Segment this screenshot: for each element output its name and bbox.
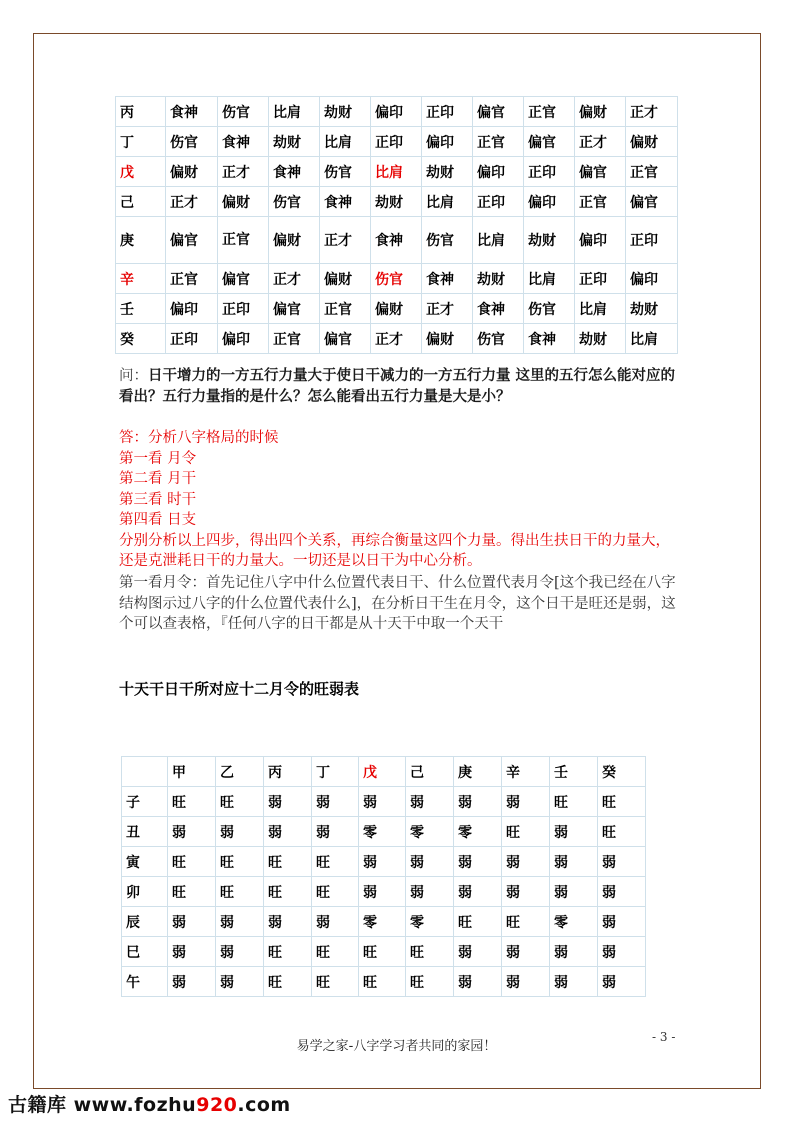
- table-cell: 偏印: [371, 97, 422, 127]
- table-cell: 旺: [406, 967, 454, 997]
- answer-line: 答：分析八字格局的时候: [119, 430, 279, 446]
- table-cell: 食神: [473, 294, 524, 324]
- table-cell: 弱: [598, 937, 646, 967]
- table-cell: 零: [359, 817, 406, 847]
- table-cell: 旺: [598, 817, 646, 847]
- table-cell: 弱: [312, 907, 359, 937]
- branch-cell: 午: [122, 967, 168, 997]
- table-cell: 比肩: [473, 217, 524, 264]
- question-paragraph: [119, 366, 679, 407]
- table-cell: 正印: [371, 127, 422, 157]
- table-cell: 弱: [216, 937, 264, 967]
- table-cell: 偏财: [626, 127, 678, 157]
- table-cell: 偏官: [166, 217, 218, 264]
- table-cell: 偏官: [269, 294, 320, 324]
- stem-cell-highlighted: 辛: [116, 264, 166, 294]
- branch-cell: 寅: [122, 847, 168, 877]
- table-cell: 正官: [473, 127, 524, 157]
- branch-cell: 辰: [122, 907, 168, 937]
- table-cell: 旺: [502, 817, 550, 847]
- table-cell: 弱: [598, 967, 646, 997]
- table-cell: 偏财: [422, 324, 473, 354]
- table-cell: 正官: [575, 187, 626, 217]
- header-cell: 甲: [168, 757, 216, 787]
- table-row: [116, 97, 678, 127]
- table-cell: 正印: [524, 157, 575, 187]
- table-cell: 旺: [168, 877, 216, 907]
- ten-gods-table: [115, 96, 678, 354]
- table-cell: 旺: [312, 937, 359, 967]
- table-cell: 偏官: [524, 127, 575, 157]
- table-cell: 正官: [626, 157, 678, 187]
- table-cell: 偏财: [575, 97, 626, 127]
- table-cell: 零: [454, 817, 502, 847]
- table-row: [116, 187, 678, 217]
- table-cell: 正才: [575, 127, 626, 157]
- table-cell: 旺: [216, 847, 264, 877]
- table-cell: 劫财: [524, 217, 575, 264]
- question-text: 日干增力的一方五行力量大于使日干减力的一方五行力量 这里的五行怎么能对应的看出？五行力量指的是什么？怎么能看出五行力量是大是小？: [119, 368, 676, 405]
- table-cell: 弱: [454, 787, 502, 817]
- answer-line: 第四看 日支: [119, 512, 197, 528]
- table-cell: 弱: [550, 937, 598, 967]
- table-cell: 比肩: [269, 97, 320, 127]
- table-cell: 弱: [550, 817, 598, 847]
- table-cell: 正官: [166, 264, 218, 294]
- table-cell: 零: [406, 907, 454, 937]
- table-cell: 劫财: [575, 324, 626, 354]
- table-row: [122, 907, 646, 937]
- table-cell: 弱: [216, 817, 264, 847]
- table-row: [122, 877, 646, 907]
- table-cell: 偏印: [422, 127, 473, 157]
- table-cell: 伤官: [473, 324, 524, 354]
- answer-line: 第二看 月干: [119, 471, 197, 487]
- table-cell: 正印: [218, 294, 269, 324]
- stem-cell: 壬: [116, 294, 166, 324]
- answer-line: 第三看 时干: [119, 491, 197, 508]
- table-row: [122, 787, 646, 817]
- watermark-number: 920: [196, 1094, 238, 1116]
- table-cell: 弱: [216, 907, 264, 937]
- header-cell: 乙: [216, 757, 264, 787]
- table-cell: 偏财: [269, 217, 320, 264]
- table-cell: 偏官: [473, 97, 524, 127]
- table-cell: 旺: [550, 787, 598, 817]
- table-cell: 旺: [406, 937, 454, 967]
- table-cell: 伤官: [218, 97, 269, 127]
- table-cell: 旺: [216, 787, 264, 817]
- header-cell: 庚: [454, 757, 502, 787]
- table-cell: 正印: [473, 187, 524, 217]
- watermark-suffix: .com: [237, 1094, 291, 1116]
- table-cell: 旺: [264, 937, 312, 967]
- header-cell: 壬: [550, 757, 598, 787]
- table-cell: 弱: [502, 787, 550, 817]
- table-cell: 正才: [269, 264, 320, 294]
- table-row: [116, 264, 678, 294]
- answer-block: [119, 428, 679, 572]
- table-cell: 比肩: [422, 187, 473, 217]
- table-cell: 正才: [218, 157, 269, 187]
- table-cell: 正官: [524, 97, 575, 127]
- table-cell: 劫财: [320, 97, 371, 127]
- analysis-paragraph: 第一看月令：首先记住八字中什么位置代表日干、什么位置代表月令[这个我已经在八字结构图示过八字的什么位置代表什么]，在分析日干生在月令，这个日干是旺还是弱，这个可以查表格，『任何八字的日干都是从十天干中取一个天干: [119, 575, 676, 632]
- table-cell: 偏印: [166, 294, 218, 324]
- stem-cell: 己: [116, 187, 166, 217]
- table-cell: 偏官: [218, 264, 269, 294]
- table-cell: 旺: [312, 967, 359, 997]
- table-cell: 比肩: [575, 294, 626, 324]
- table-cell: 偏财: [320, 264, 371, 294]
- stem-cell: 庚: [116, 217, 166, 264]
- table-cell: 正印: [422, 97, 473, 127]
- table-cell: 比肩: [626, 324, 678, 354]
- table-cell: 正印: [626, 217, 678, 264]
- strength-table: [121, 756, 646, 997]
- table-cell: 偏印: [218, 324, 269, 354]
- table-cell: 弱: [502, 847, 550, 877]
- table-cell: 弱: [598, 907, 646, 937]
- table-cell: 比肩: [524, 264, 575, 294]
- table-cell: 弱: [216, 967, 264, 997]
- table-cell: 劫财: [371, 187, 422, 217]
- table-cell: 弱: [502, 877, 550, 907]
- stem-cell: 丙: [116, 97, 166, 127]
- table-cell: 旺: [168, 847, 216, 877]
- table-cell: 旺: [264, 877, 312, 907]
- table-cell: 食神: [320, 187, 371, 217]
- table-cell: 弱: [550, 967, 598, 997]
- table-cell: 食神: [422, 264, 473, 294]
- watermark-prefix: 古籍库 www.fozhu: [8, 1094, 197, 1116]
- table-cell: 旺: [454, 907, 502, 937]
- table-cell: 旺: [216, 877, 264, 907]
- table-cell: 弱: [454, 967, 502, 997]
- table-row: [122, 937, 646, 967]
- table-row: [116, 324, 678, 354]
- stem-cell: 丁: [116, 127, 166, 157]
- table-cell: 偏印: [524, 187, 575, 217]
- table-cell: 食神: [166, 97, 218, 127]
- page-footer: 易学之家-八字学习者共同的家园！: [296, 1039, 497, 1054]
- table-row: [116, 127, 678, 157]
- table-cell: 偏财: [166, 157, 218, 187]
- table-cell: 弱: [598, 847, 646, 877]
- table-cell: 伤官: [166, 127, 218, 157]
- table-cell: 劫财: [269, 127, 320, 157]
- table-cell: 偏官: [575, 157, 626, 187]
- table-cell: 弱: [359, 787, 406, 817]
- table-cell: 正才: [626, 97, 678, 127]
- table-cell: 食神: [218, 127, 269, 157]
- table-cell: 食神: [524, 324, 575, 354]
- answer-summary: 分别分析以上四步，得出四个关系，再综合衡量这四个力量。得出生扶日干的力量大，还是克泄耗日干的力量大。一切还是以日干为中心分析。: [119, 532, 670, 569]
- table-cell: 正印: [166, 324, 218, 354]
- table-cell: 弱: [406, 787, 454, 817]
- table-cell: 食神: [371, 217, 422, 264]
- table-cell: 劫财: [422, 157, 473, 187]
- table-cell: 食神: [269, 157, 320, 187]
- table-row: [122, 967, 646, 997]
- table-cell: 旺: [168, 787, 216, 817]
- page-number: - 3 -: [652, 1030, 676, 1044]
- table-cell: 伤官: [269, 187, 320, 217]
- table-cell: 弱: [550, 847, 598, 877]
- table-cell: 旺: [502, 907, 550, 937]
- answer-line: 第一看 月令: [119, 450, 197, 467]
- table-header-row: [122, 757, 646, 787]
- table-cell: 弱: [168, 817, 216, 847]
- table-row: [122, 817, 646, 847]
- table-cell-highlighted: 比肩: [371, 157, 422, 187]
- table-cell: 弱: [454, 847, 502, 877]
- header-cell: 癸: [598, 757, 646, 787]
- table-cell: 弱: [406, 847, 454, 877]
- table-row: [116, 217, 678, 264]
- header-cell: 辛: [502, 757, 550, 787]
- table-cell: 弱: [312, 817, 359, 847]
- question-label: 问：: [119, 368, 148, 384]
- table-cell: 伤官: [524, 294, 575, 324]
- table-cell: 偏官: [320, 324, 371, 354]
- branch-cell: 丑: [122, 817, 168, 847]
- section-title: 十天干日干所对应十二月令的旺弱表: [119, 680, 360, 698]
- table-cell: 偏印: [626, 264, 678, 294]
- table-cell: 弱: [264, 817, 312, 847]
- table-cell: 偏印: [473, 157, 524, 187]
- table-cell: 伤官: [422, 217, 473, 264]
- table-cell: 弱: [312, 787, 359, 817]
- table-cell: 弱: [264, 907, 312, 937]
- table-cell: 零: [550, 907, 598, 937]
- table-cell: 弱: [454, 877, 502, 907]
- table-cell: 旺: [359, 937, 406, 967]
- table-cell: 旺: [598, 787, 646, 817]
- table-row: [116, 157, 678, 187]
- table-cell: 弱: [264, 787, 312, 817]
- table-cell: 正官: [218, 217, 269, 264]
- stem-cell-highlighted: 戊: [116, 157, 166, 187]
- table-cell: 旺: [312, 877, 359, 907]
- table-cell: 旺: [312, 847, 359, 877]
- table-cell: 比肩: [320, 127, 371, 157]
- branch-cell: 巳: [122, 937, 168, 967]
- table-cell: 正才: [320, 217, 371, 264]
- table-cell: 正才: [422, 294, 473, 324]
- table-cell: 弱: [454, 937, 502, 967]
- table-cell: 零: [359, 907, 406, 937]
- table-cell: 弱: [168, 937, 216, 967]
- table-cell: 零: [406, 817, 454, 847]
- table-cell: 正才: [166, 187, 218, 217]
- table-cell: 旺: [359, 967, 406, 997]
- table-cell: 旺: [264, 847, 312, 877]
- table-cell: 弱: [359, 847, 406, 877]
- header-cell: [122, 757, 168, 787]
- table-row: [122, 847, 646, 877]
- table-cell: 弱: [598, 877, 646, 907]
- table-cell-highlighted: 伤官: [371, 264, 422, 294]
- branch-cell: 卯: [122, 877, 168, 907]
- header-cell: 己: [406, 757, 454, 787]
- table-cell: 劫财: [626, 294, 678, 324]
- table-cell: 弱: [168, 967, 216, 997]
- header-cell: 丁: [312, 757, 359, 787]
- header-cell: 丙: [264, 757, 312, 787]
- table-cell: 伤官: [320, 157, 371, 187]
- table-cell: 弱: [502, 967, 550, 997]
- table-cell: 正官: [269, 324, 320, 354]
- table-cell: 弱: [502, 937, 550, 967]
- table-cell: 正印: [575, 264, 626, 294]
- table-cell: 弱: [359, 877, 406, 907]
- table-cell: 旺: [264, 967, 312, 997]
- table-cell: 偏官: [626, 187, 678, 217]
- stem-cell: 癸: [116, 324, 166, 354]
- branch-cell: 子: [122, 787, 168, 817]
- table-cell: 偏财: [218, 187, 269, 217]
- table-cell: 正官: [320, 294, 371, 324]
- table-cell: 劫财: [473, 264, 524, 294]
- header-cell-highlighted: 戊: [359, 757, 406, 787]
- table-cell: 偏财: [371, 294, 422, 324]
- table-cell: 正才: [371, 324, 422, 354]
- table-cell: 弱: [168, 907, 216, 937]
- table-row: [116, 294, 678, 324]
- table-cell: 弱: [550, 877, 598, 907]
- table-cell: 弱: [406, 877, 454, 907]
- site-watermark: [8, 1090, 291, 1117]
- table-cell: 偏印: [575, 217, 626, 264]
